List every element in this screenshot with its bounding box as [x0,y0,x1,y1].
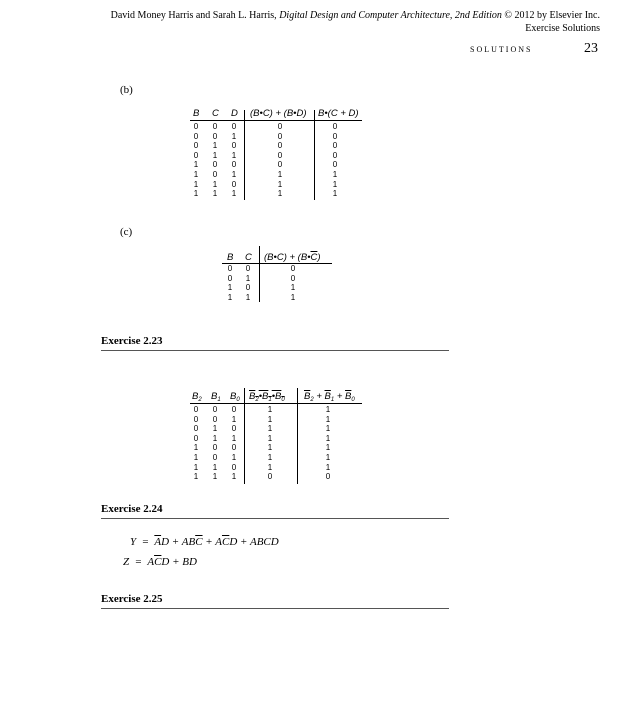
column-divider [244,388,245,484]
col-header-nand: $B_2•B_1•B_0$ [249,391,285,403]
col-header-expr: (B•C) + $(B•\overline{C})$ [264,252,321,263]
column-values-b2: 0 0 0 0 1 1 1 1 [193,405,199,482]
header-rule [190,120,362,121]
col-header-c: C [212,108,219,119]
section-rule [101,608,449,609]
column-values-c: 0 1 0 1 [245,264,251,302]
part-b-label: (b) [120,84,133,96]
page-number: 23 [584,41,598,56]
col-header-b2: $B_2$ [192,391,202,403]
column-values-expr1: 0 0 0 0 0 1 1 1 [277,122,283,199]
equation-y: $Y = \overline{A}D + AB\overline{C} + A\overline{C}D$ + ABCD [130,536,279,548]
header-citation: David Money Harris and Sarah L. Harris, Digital Design and Computer Architecture, 2nd Edition © 2012 by Elsevier Inc. [110,10,600,21]
col-header-d: D [231,108,238,119]
column-values-c: 0 0 1 1 0 0 1 1 [212,122,218,199]
col-header-expr1: (B•C) + (B•D) [250,108,307,119]
column-values-nand: 1 1 1 1 1 1 1 0 [267,405,273,482]
col-header-b0: $B_0$ [230,391,240,403]
header-subtitle: Exercise Solutions [525,23,600,34]
header-rule [222,263,332,264]
column-divider [297,388,298,484]
section-rule [101,350,449,351]
section-label: SOLUTIONS [470,45,533,54]
exercise-title: Exercise 2.24 [101,503,163,515]
column-values-b: 0 0 0 0 1 1 1 1 [193,122,199,199]
part-c-label: (c) [120,226,133,238]
col-header-b: B [227,252,234,263]
running-header [80,9,600,35]
col-header-c: C [245,252,252,263]
column-divider [244,110,245,200]
column-divider [314,110,315,200]
equation-z: $Z = A\overline{C}D$ + BD [123,556,197,568]
column-values-expr: 0 0 1 1 [290,264,296,302]
header-rule [190,403,362,404]
section-rule [101,518,449,519]
exercise-title: Exercise 2.23 [101,335,163,347]
exercise-title: Exercise 2.25 [101,593,163,605]
column-divider [259,246,260,302]
col-header-or: $\overline{B}_2 + \overline{B}_1 + \overline{B}_0$ [304,391,355,403]
column-values-expr2: 0 0 0 0 0 1 1 1 [332,122,338,199]
column-values-b: 0 0 1 1 [227,264,233,302]
column-values-d: 0 1 0 1 0 1 0 1 [231,122,237,199]
col-header-expr2: B•(C + D) [318,108,359,119]
col-header-b: B [193,108,200,119]
column-values-b1: 0 0 1 1 0 0 1 1 [212,405,218,482]
col-header-b1: $B_1$ [211,391,221,403]
column-values-or: 1 1 1 1 1 1 1 0 [325,405,331,482]
column-values-b0: 0 1 0 1 0 1 0 1 [231,405,237,482]
